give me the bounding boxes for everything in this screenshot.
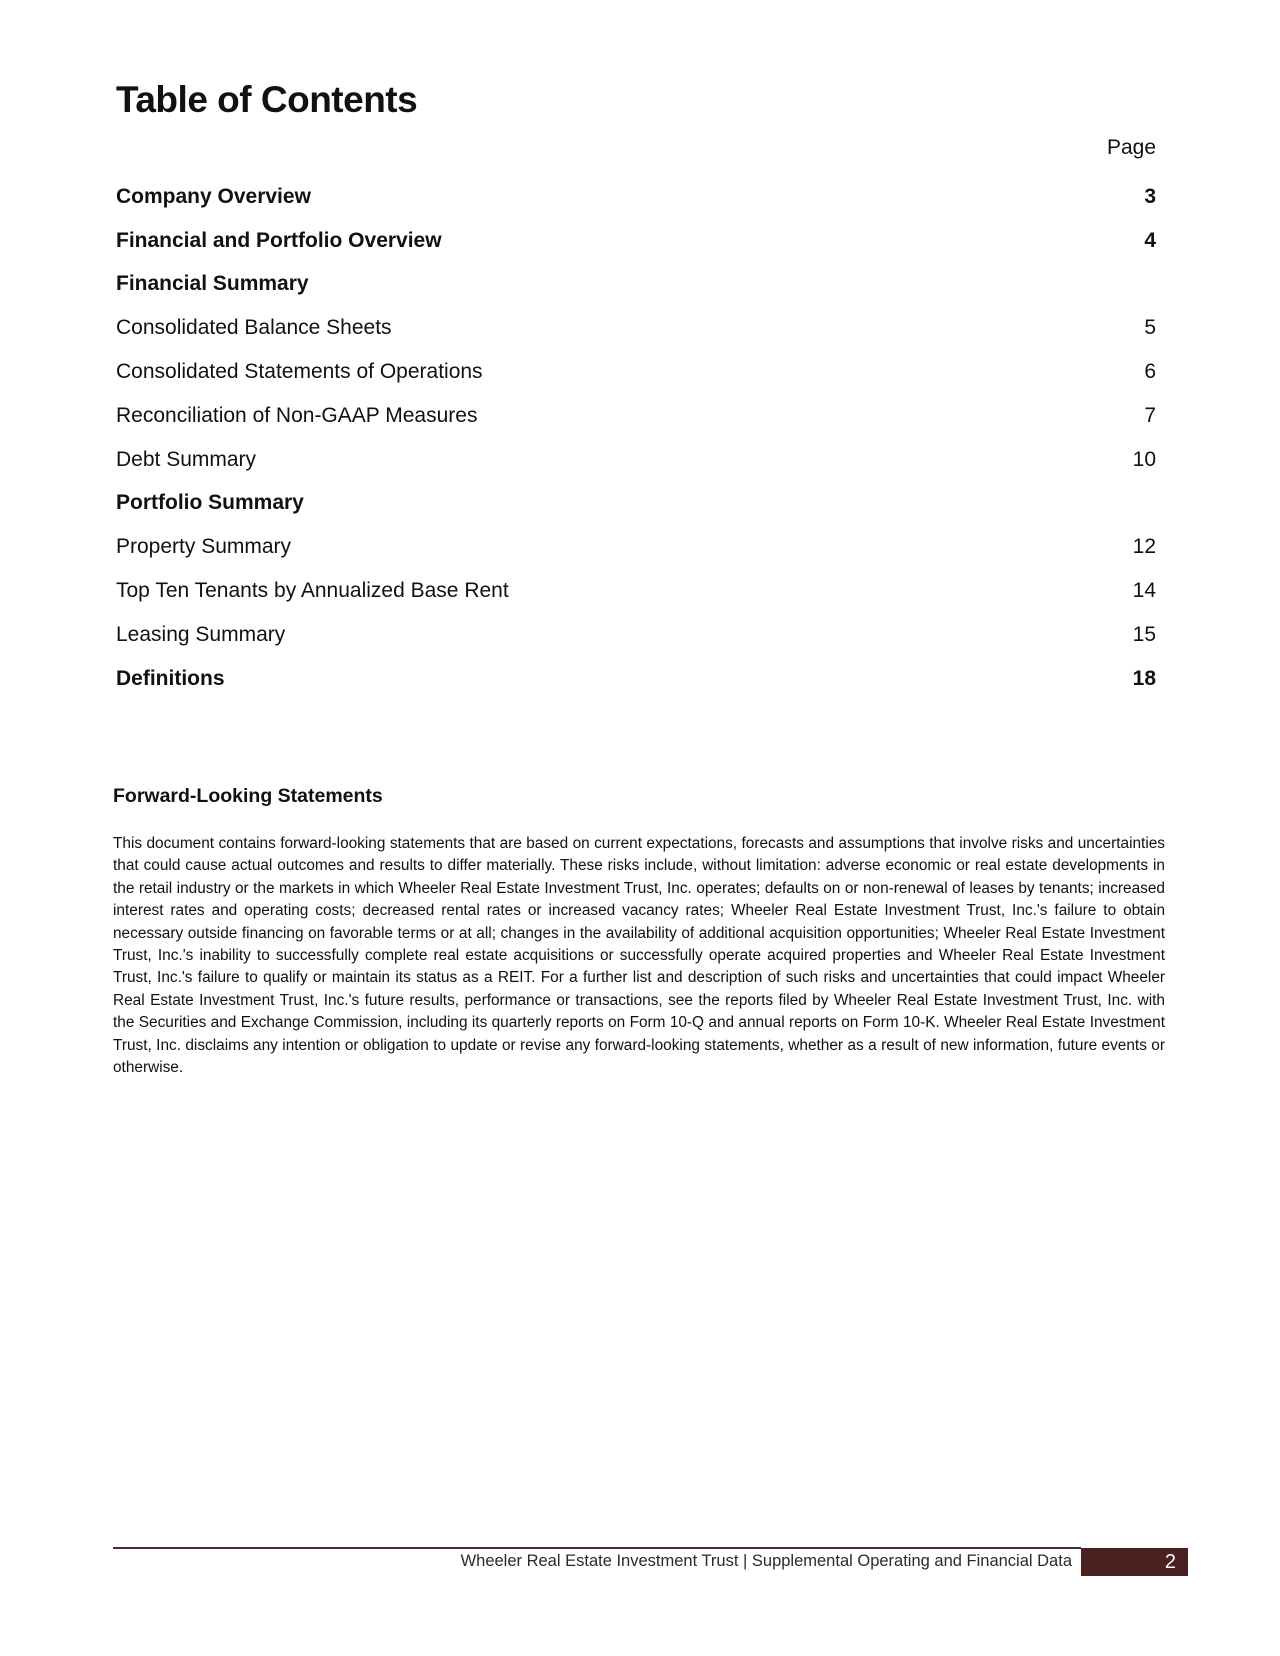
toc-entry[interactable] — [116, 657, 1156, 701]
toc-entry-page: 7 — [1144, 403, 1156, 427]
toc-entry-label: Debt Summary — [116, 447, 257, 471]
toc-entry-label: Top Ten Tenants by Annualized Base Rent — [116, 579, 509, 603]
toc-entry-page: 14 — [1132, 579, 1156, 603]
toc-entry[interactable] — [116, 394, 1156, 438]
toc-entry-label: Consolidated Statements of Operations — [116, 360, 483, 384]
toc-entry-label: Consolidated Balance Sheets — [116, 316, 392, 340]
toc-entry-label: Financial and Portfolio Overview — [116, 228, 442, 252]
toc-entry[interactable] — [116, 306, 1156, 350]
toc-section-heading — [116, 482, 1156, 526]
footer-title: Wheeler Real Estate Investment Trust | Supplemental Operating and Financial Data — [460, 1552, 1072, 1570]
toc-entry[interactable] — [116, 350, 1156, 394]
toc-entry-label: Reconciliation of Non-GAAP Measures — [116, 403, 478, 427]
toc-entry-page: 6 — [1144, 360, 1156, 384]
toc-entry[interactable] — [116, 525, 1156, 569]
toc-entry-label: Financial Summary — [116, 272, 309, 296]
toc-entry[interactable] — [116, 613, 1156, 657]
toc-entry-page: 3 — [1144, 184, 1156, 208]
toc-entry-page: 5 — [1144, 316, 1156, 340]
toc-entry-label: Company Overview — [116, 184, 311, 208]
toc-entry[interactable] — [116, 569, 1156, 613]
table-of-contents — [116, 175, 1156, 701]
page-column-header: Page — [1106, 136, 1156, 159]
footer-page-number: 2 — [1081, 1548, 1188, 1576]
toc-entry[interactable] — [116, 175, 1156, 219]
toc-entry-page: 4 — [1144, 228, 1156, 252]
page-title: Table of Contents — [116, 79, 418, 120]
toc-section-heading — [116, 263, 1156, 307]
toc-entry-label: Leasing Summary — [116, 622, 286, 646]
toc-entry-page: 10 — [1132, 447, 1156, 471]
toc-entry-page: 18 — [1132, 666, 1156, 690]
toc-entry[interactable] — [116, 219, 1156, 263]
toc-entry-label: Property Summary — [116, 535, 292, 559]
toc-entry-page: 15 — [1132, 622, 1156, 646]
toc-entry-page: 12 — [1132, 535, 1156, 559]
toc-entry-label: Portfolio Summary — [116, 491, 304, 515]
forward-looking-heading: Forward-Looking Statements — [113, 785, 383, 807]
toc-entry-label: Definitions — [116, 666, 225, 690]
forward-looking-body: This document contains forward-looking statements that are based on current expectations, forecasts and assumptions that involve risks and uncertainties that could cause actual outcomes and results to differ materially. These risks include, without limitation: adverse economic or real estate developments in the retail industry or the markets in which Wheeler Real Estate Investment Trust, Inc. operates; defaults on or non-renewal of leases by tenants; increased interest rates and operating costs; decreased rental rates or increased vacancy rates; Wheeler Real Estate Investment Trust, Inc.'s failure to obtain necessary outside financing on favorable terms or at all; changes in the availability of additional acquisition opportunities; Wheeler Real Estate Investment Trust, Inc.'s inability to successfully complete real estate acquisitions or successfully operate acquired properties and Wheeler Real Estate Investment Trust, Inc.'s failure to qualify or maintain its status as a REIT. For a further list and description of such risks and uncertainties that could impact Wheeler Real Estate Investment Trust, Inc.'s future results, performance or transactions, see the reports filed by Wheeler Real Estate Investment Trust, Inc. with the Securities and Exchange Commission, including its quarterly reports on Form 10-Q and annual reports on Form 10-K. Wheeler Real Estate Investment Trust, Inc. disclaims any intention or obligation to update or revise any forward-looking statements, whether as a result of new information, future events or otherwise. — [113, 835, 1166, 1077]
toc-entry[interactable] — [116, 438, 1156, 482]
